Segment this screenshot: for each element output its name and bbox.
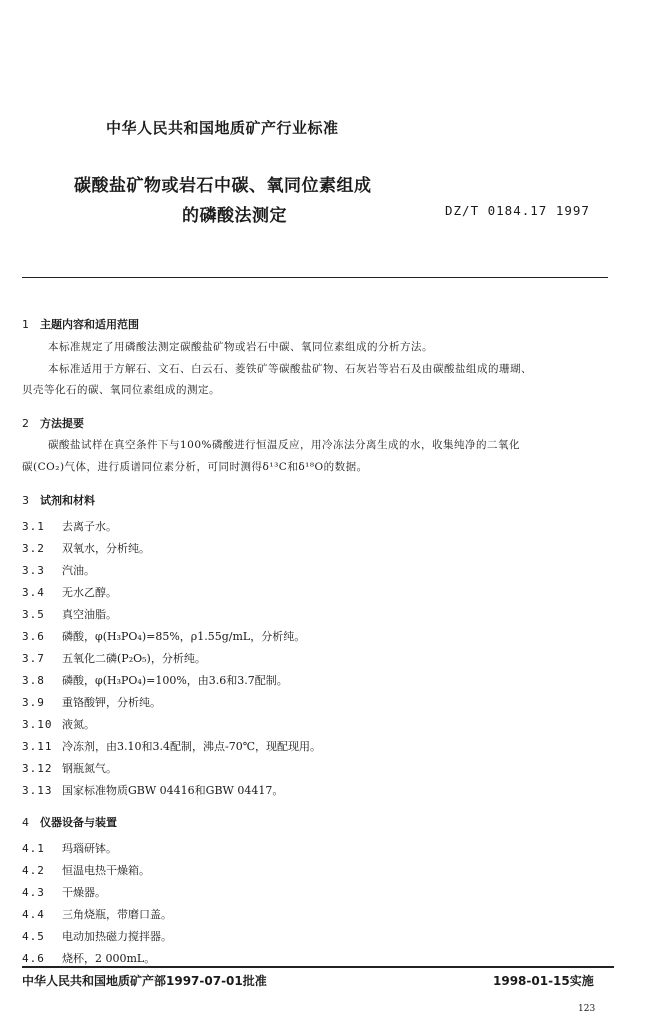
item-number: 3.4 bbox=[22, 586, 45, 599]
issuing-organization: 中华人民共和国地质矿产行业标准 bbox=[106, 119, 339, 137]
item-number: 4.6 bbox=[22, 952, 45, 965]
item-number: 4.2 bbox=[22, 864, 45, 877]
document-title-line1: 碳酸盐矿物或岩石中碳、氧同位素组成 bbox=[74, 176, 372, 196]
item-number: 4.1 bbox=[22, 842, 45, 855]
item-number: 3.3 bbox=[22, 564, 45, 577]
section-number: 2 bbox=[22, 417, 29, 430]
item-number: 3.10 bbox=[22, 718, 53, 731]
equipment-item bbox=[22, 906, 172, 922]
equipment-item bbox=[22, 862, 150, 878]
item-number: 3.12 bbox=[22, 762, 53, 775]
item-number: 4.4 bbox=[22, 908, 45, 921]
effective-date: 1998-01-15实施 bbox=[493, 974, 594, 988]
section-number: 1 bbox=[22, 318, 29, 331]
reagent-item bbox=[22, 760, 117, 776]
item-text: 液氮。 bbox=[62, 718, 95, 731]
equipment-item bbox=[22, 884, 106, 900]
item-text: 电动加热磁力搅拌器。 bbox=[62, 930, 172, 943]
item-text: 玛瑙研钵。 bbox=[62, 842, 117, 855]
item-number: 3.7 bbox=[22, 652, 45, 665]
item-text: 五氧化二磷(P₂O₅)，分析纯。 bbox=[62, 652, 206, 665]
item-text: 三角烧瓶，带磨口盖。 bbox=[62, 908, 172, 921]
item-text: 无水乙醇。 bbox=[62, 586, 117, 599]
item-number: 3.1 bbox=[22, 520, 45, 533]
equipment-item bbox=[22, 840, 117, 856]
item-text: 烧杯，2 000mL。 bbox=[62, 952, 156, 965]
section-3-heading bbox=[22, 492, 95, 508]
page-number: 123 bbox=[578, 1004, 596, 1014]
section-title: 方法提要 bbox=[40, 417, 84, 430]
section-1-paragraph-2-line-1: 本标准适用于方解石、文石、白云石、菱铁矿等碳酸盐矿物、石灰岩等岩石及由碳酸盐组成的珊瑚、 bbox=[48, 363, 532, 375]
item-text: 恒温电热干燥箱。 bbox=[62, 864, 150, 877]
item-text: 汽油。 bbox=[62, 564, 95, 577]
reagent-item bbox=[22, 628, 305, 644]
item-number: 3.13 bbox=[22, 784, 53, 797]
item-number: 3.11 bbox=[22, 740, 53, 753]
reagent-item bbox=[22, 650, 206, 666]
section-number: 4 bbox=[22, 816, 29, 829]
section-2-heading bbox=[22, 415, 84, 431]
item-text: 国家标准物质GBW 04416和GBW 04417。 bbox=[62, 784, 284, 797]
item-text: 干燥器。 bbox=[62, 886, 106, 899]
item-text: 去离子水。 bbox=[62, 520, 117, 533]
item-number: 3.6 bbox=[22, 630, 45, 643]
item-number: 3.2 bbox=[22, 542, 45, 555]
section-2-paragraph-line-2: 碳(CO₂)气体，进行质谱同位素分析，可同时测得δ¹³C和δ¹⁸O的数据。 bbox=[22, 461, 368, 473]
document-title-line2: 的磷酸法测定 bbox=[182, 206, 287, 226]
reagent-item bbox=[22, 672, 288, 688]
section-number: 3 bbox=[22, 494, 29, 507]
header-divider bbox=[22, 277, 608, 278]
section-1-paragraph-1: 本标准规定了用磷酸法测定碳酸盐矿物或岩石中碳、氧同位素组成的分析方法。 bbox=[48, 341, 433, 353]
section-2-paragraph-line-1: 碳酸盐试样在真空条件下与100%磷酸进行恒温反应，用冷冻法分离生成的水，收集纯净的二氧化 bbox=[48, 439, 521, 451]
section-title: 主题内容和适用范围 bbox=[40, 318, 139, 331]
section-1-heading bbox=[22, 316, 139, 332]
reagent-item bbox=[22, 562, 95, 578]
section-title: 试剂和材料 bbox=[40, 494, 95, 507]
item-number: 3.9 bbox=[22, 696, 45, 709]
reagent-item bbox=[22, 738, 321, 754]
footer-divider bbox=[22, 966, 614, 968]
item-number: 3.8 bbox=[22, 674, 45, 687]
item-number: 4.5 bbox=[22, 930, 45, 943]
reagent-item bbox=[22, 716, 95, 732]
item-text: 钢瓶氮气。 bbox=[62, 762, 117, 775]
reagent-item bbox=[22, 782, 283, 798]
item-text: 真空油脂。 bbox=[62, 608, 117, 621]
approval-date: 中华人民共和国地质矿产部1997-07-01批准 bbox=[22, 974, 267, 988]
section-title: 仪器设备与装置 bbox=[40, 816, 117, 829]
reagent-item bbox=[22, 584, 117, 600]
item-text: 冷冻剂，由3.10和3.4配制，沸点-70℃，现配现用。 bbox=[62, 740, 322, 753]
section-4-heading bbox=[22, 814, 117, 830]
reagent-item bbox=[22, 694, 161, 710]
equipment-item bbox=[22, 928, 172, 944]
equipment-item bbox=[22, 950, 155, 966]
item-number: 3.5 bbox=[22, 608, 45, 621]
reagent-item bbox=[22, 606, 117, 622]
reagent-item bbox=[22, 518, 117, 534]
item-number: 4.3 bbox=[22, 886, 45, 899]
item-text: 重铬酸钾，分析纯。 bbox=[62, 696, 161, 709]
standard-code: DZ/T 0184.17 1997 bbox=[445, 203, 590, 218]
reagent-item bbox=[22, 540, 150, 556]
item-text: 双氧水，分析纯。 bbox=[62, 542, 150, 555]
section-1-paragraph-2-line-2: 贝壳等化石的碳、氧同位素组成的测定。 bbox=[22, 384, 220, 396]
item-text: 磷酸，φ(H₃PO₄)=100%，由3.6和3.7配制。 bbox=[62, 674, 288, 687]
item-text: 磷酸，φ(H₃PO₄)=85%，ρ1.55g/mL，分析纯。 bbox=[62, 630, 306, 643]
